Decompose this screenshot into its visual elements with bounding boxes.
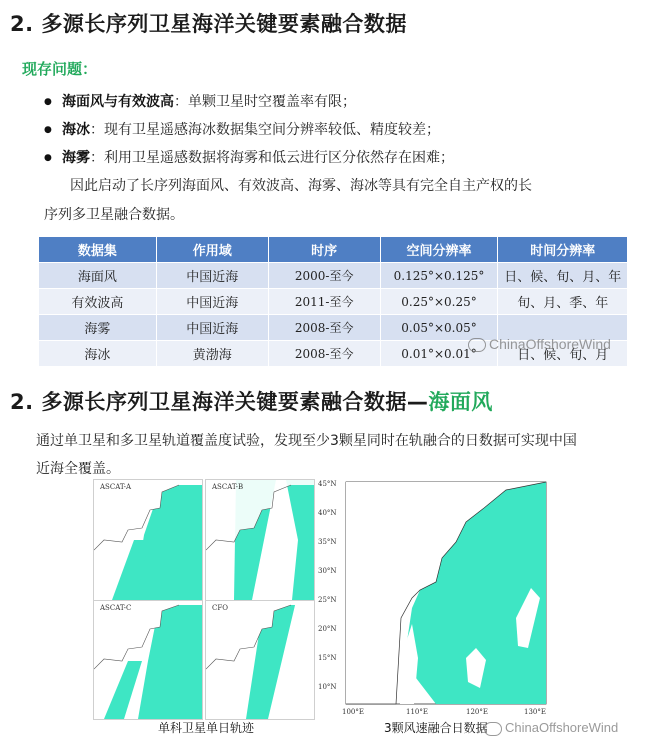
table-cell: 2008-至今 [268, 341, 380, 367]
list-item: ● 海雾：利用卫星遥感数据将海雾和低云进行区分依然存在困难； [62, 144, 454, 172]
right-figure-caption: 3颗风速融合日数据 [384, 721, 488, 735]
problems-subtitle: 现存问题： [22, 60, 98, 78]
table-cell: 0.01°×0.01° [380, 341, 498, 367]
table-cell: 海雾 [39, 315, 157, 341]
swath-map [206, 601, 314, 719]
list-item: ● 海冰：现有卫星遥感海冰数据集空间分辨率较低、精度较差； [62, 116, 454, 144]
svg-text:110°E: 110°E [406, 708, 428, 716]
swath-map [94, 480, 202, 600]
section2-title: 2. 多源长序列卫星海洋关键要素融合数据—海面风 [10, 390, 493, 414]
table-cell: 中国近海 [156, 289, 268, 315]
table-cell: 2008-至今 [268, 315, 380, 341]
panel-label: ASCAT-B [212, 483, 244, 491]
map-panel-cfo [205, 600, 315, 720]
section2-title-highlight: 海面风 [428, 390, 493, 414]
table-cell: 日、候、旬、月 [498, 341, 628, 367]
table-cell: 海面风 [39, 263, 157, 289]
panel-label: CFO [212, 604, 228, 612]
table-cell: 海冰 [39, 341, 157, 367]
list-item: ● 海面风与有效波高：单颗卫星时空覆盖率有限； [62, 88, 454, 116]
table-cell: 旬、月、季、年 [498, 289, 628, 315]
panel-label: ASCAT-C [100, 604, 132, 612]
col-header-temporal-res: 时间分辨率 [498, 237, 628, 263]
table-cell: 0.05°×0.05° [380, 315, 498, 341]
table-cell: 中国近海 [156, 263, 268, 289]
latitude-ticks [318, 480, 337, 691]
col-header-period: 时序 [268, 237, 380, 263]
table-cell: 有效波高 [39, 289, 157, 315]
table-cell: 2011-至今 [268, 289, 380, 315]
merged-wind-map [316, 478, 556, 720]
table-cell: 中国近海 [156, 315, 268, 341]
col-header-spatial-res: 空间分辨率 [380, 237, 498, 263]
col-header-dataset: 数据集 [39, 237, 157, 263]
swath-map [206, 480, 314, 600]
intro-paragraph-line2: 序列多卫星融合数据。 [44, 207, 184, 223]
left-figure-caption: 单科卫星单日轨迹 [158, 721, 255, 735]
merged-wind-map-svg [316, 478, 556, 720]
table-cell: 2000-至今 [268, 263, 380, 289]
svg-text:20°N: 20°N [318, 625, 337, 633]
svg-text:25°N: 25°N [318, 596, 337, 604]
table-row [39, 289, 628, 315]
longitude-ticks [342, 708, 546, 716]
map-panel-ascat-a [93, 479, 203, 601]
svg-text:15°N: 15°N [318, 654, 337, 662]
svg-text:40°N: 40°N [318, 509, 337, 517]
svg-text:120°E: 120°E [466, 708, 488, 716]
table-row [39, 263, 628, 289]
map-panel-ascat-c [93, 600, 203, 720]
svg-text:10°N: 10°N [318, 683, 337, 691]
svg-text:35°N: 35°N [318, 538, 337, 546]
table-cell: 0.25°×0.25° [380, 289, 498, 315]
svg-text:100°E: 100°E [342, 708, 364, 716]
section2-paragraph-line1: 通过单卫星和多卫星轨道覆盖度试验，发现至少3颗星同时在轨融合的日数据可实现中国 [36, 433, 577, 449]
wechat-icon [468, 338, 486, 352]
section1-title: 2. 多源长序列卫星海洋关键要素融合数据 [10, 12, 407, 36]
svg-text:45°N: 45°N [318, 480, 337, 488]
intro-paragraph-line1: 因此启动了长序列海面风、有效波高、海雾、海冰等具有完全自主产权的长 [70, 178, 532, 194]
wechat-icon [484, 722, 502, 736]
table-header-row [39, 237, 628, 263]
section2-paragraph-line2: 近海全覆盖。 [36, 461, 120, 477]
svg-text:130°E: 130°E [524, 708, 546, 716]
table-cell: 0.125°×0.125° [380, 263, 498, 289]
table-cell: 黄渤海 [156, 341, 268, 367]
map-panel-ascat-b [205, 479, 315, 601]
watermark: ChinaOffshoreWind [468, 336, 611, 352]
panel-label: ASCAT-A [100, 483, 132, 491]
problems-list [62, 88, 454, 172]
watermark-bottom: ChinaOffshoreWind [484, 720, 618, 736]
svg-text:30°N: 30°N [318, 567, 337, 575]
swath-map [94, 601, 202, 719]
table-cell: 日、候、旬、月、年 [498, 263, 628, 289]
col-header-domain: 作用域 [156, 237, 268, 263]
